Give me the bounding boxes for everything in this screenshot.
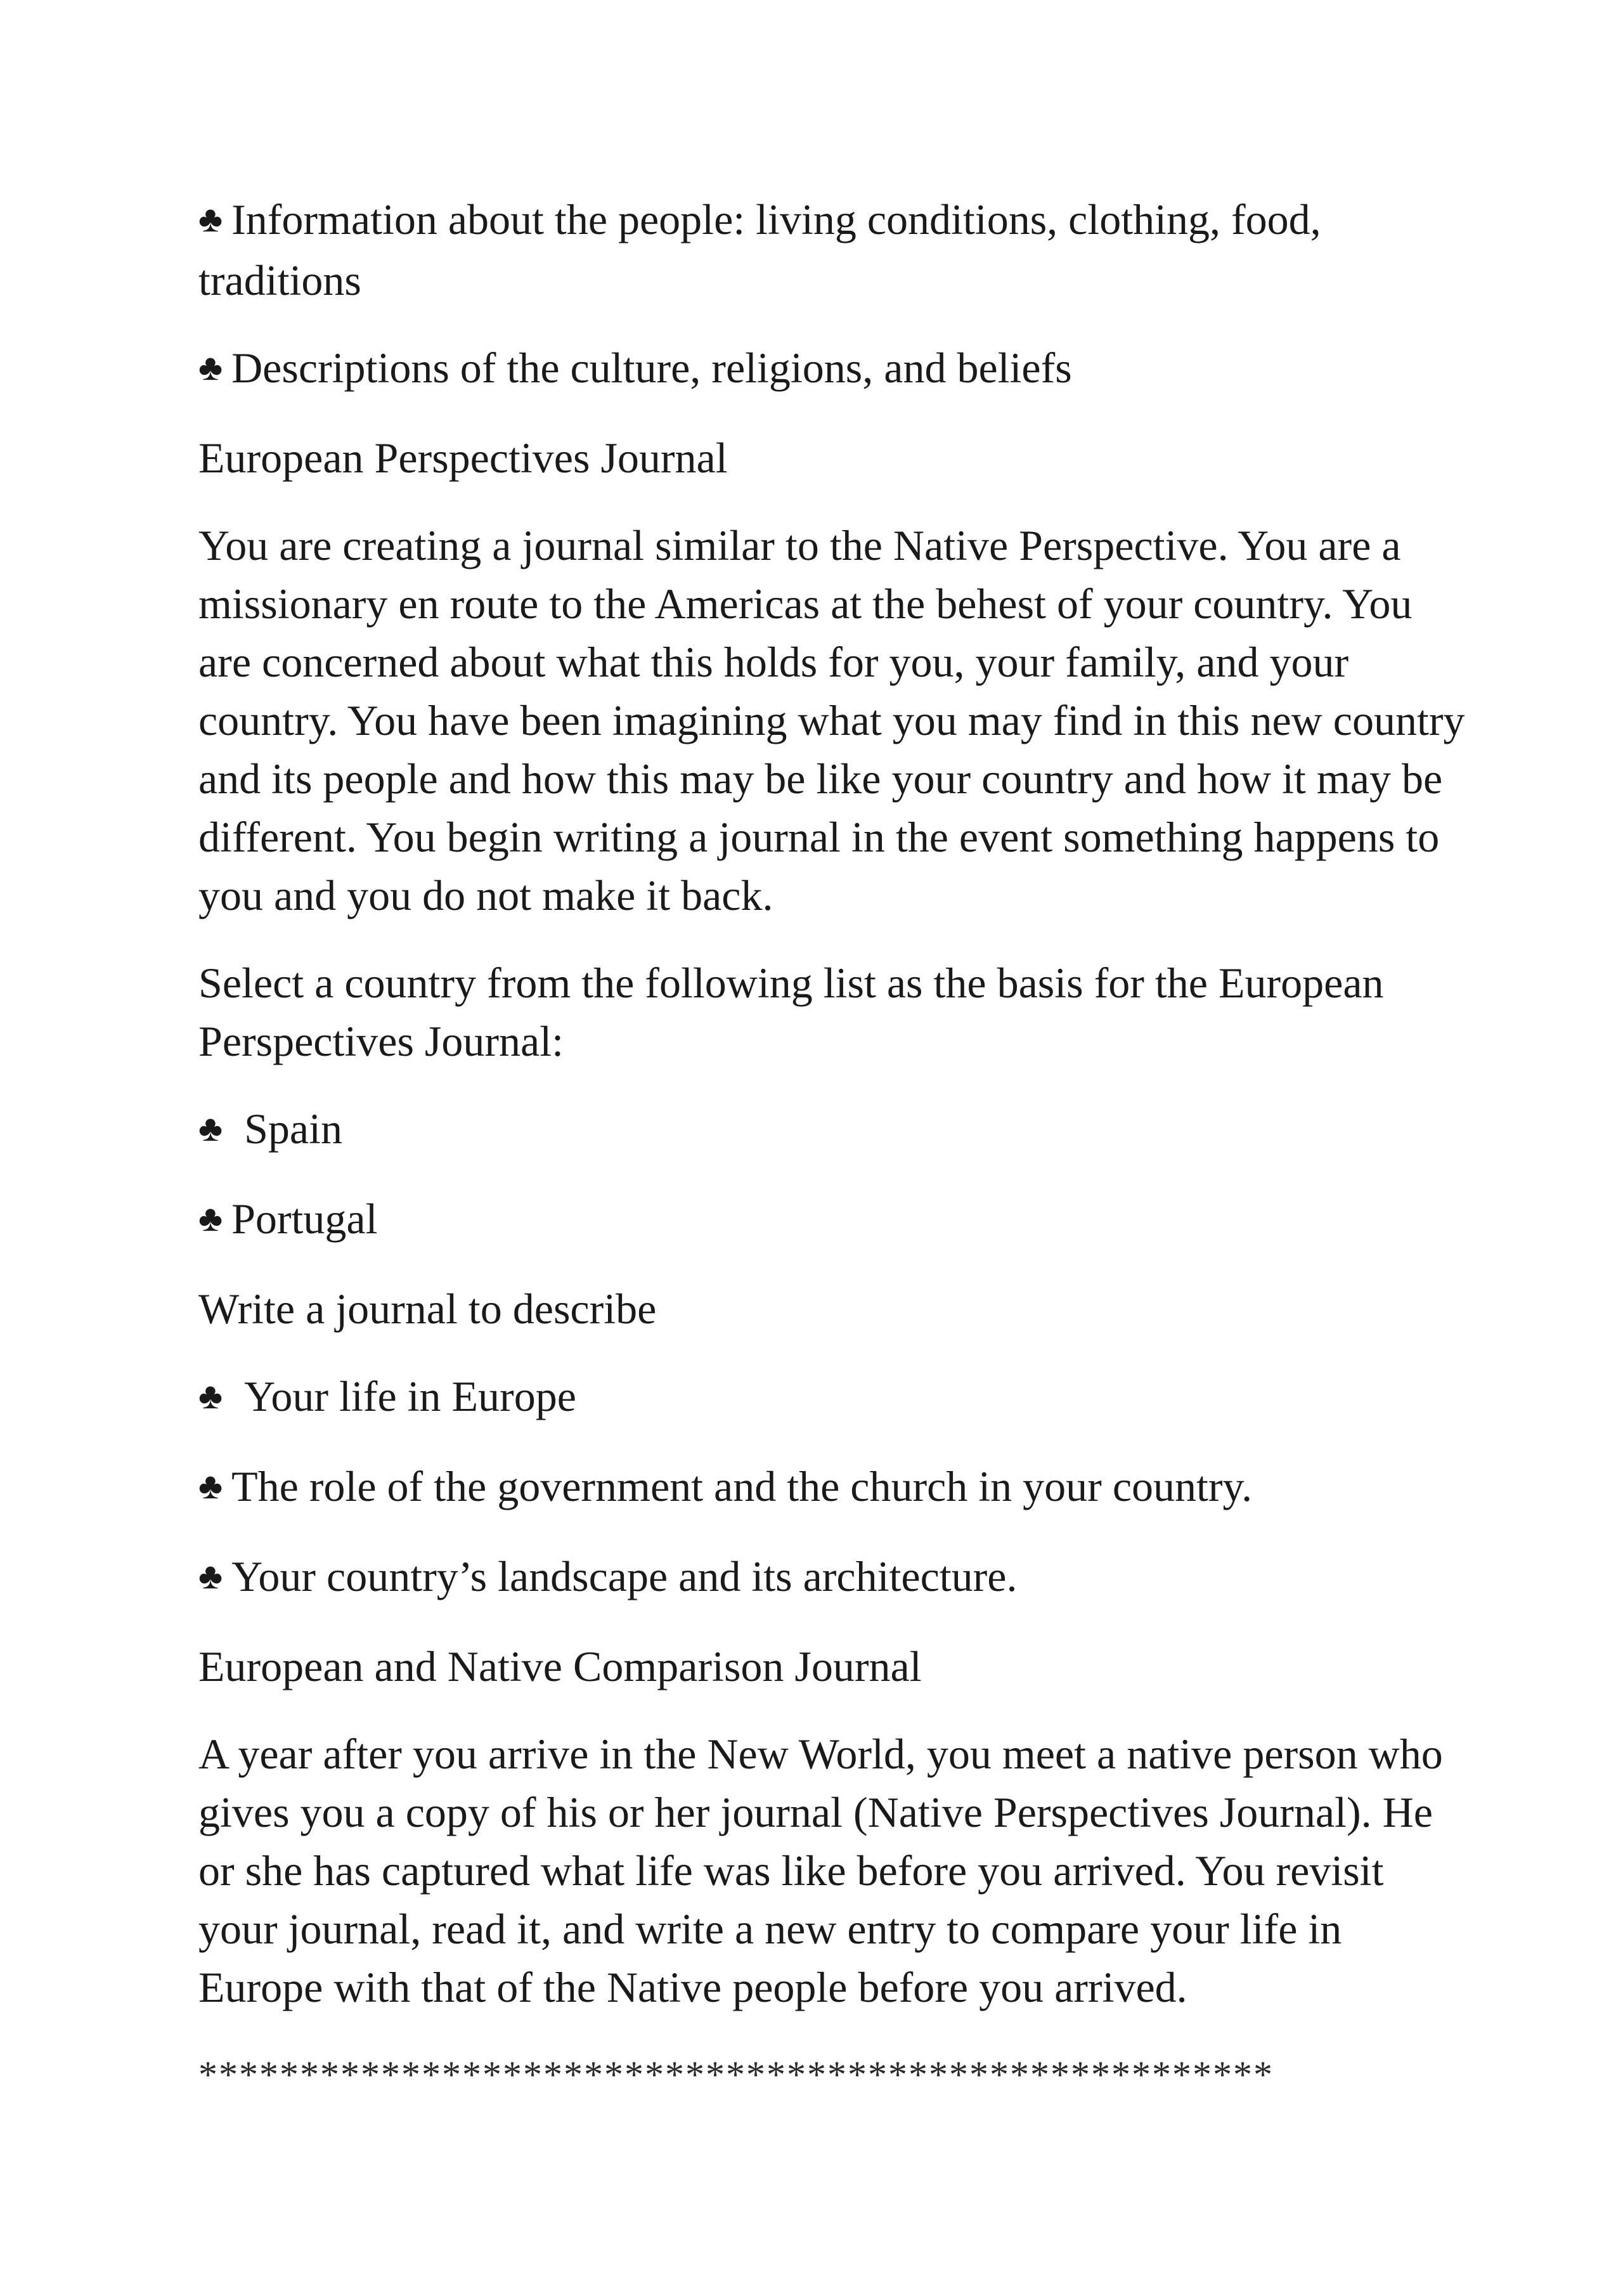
describe-item-government: [198, 1457, 1466, 1518]
bullet-item-culture: [198, 339, 1466, 399]
describe-item-life: [198, 1367, 1466, 1428]
describe-text: Your life in Europe: [244, 1372, 576, 1420]
country-item-spain: [198, 1099, 1466, 1160]
club-bullet-icon: ♣: [198, 198, 223, 240]
club-bullet-icon: ♣: [198, 1108, 223, 1149]
describe-prompt: Write a journal to describe: [198, 1285, 657, 1333]
describe-item-landscape: [198, 1547, 1466, 1608]
club-bullet-icon: ♣: [198, 347, 223, 388]
club-bullet-icon: ♣: [198, 1375, 223, 1417]
country-select-prompt: Select a country from the following list as the basis for the European Perspectives Journal:: [198, 959, 1384, 1065]
describe-text: The role of the government and the church in your country.: [231, 1462, 1253, 1510]
bullet-text: Information about the people: living conditions, clothing, food, traditions: [198, 195, 1321, 304]
country-label: Spain: [244, 1105, 342, 1153]
club-bullet-icon: ♣: [198, 1555, 223, 1597]
document-body: [198, 190, 1466, 2104]
club-bullet-icon: ♣: [198, 1465, 223, 1507]
european-section-intro: You are creating a journal similar to the Native Perspective. You are a missionary en route to the Americas at the behest of your country. You are concerned about what this holds for you, your family, and your country. You have been imagining what you may find in this new country and its people and how this may be like your country and how it may be different. You begin writing a journal in the event something happens to you and you do not make it back.: [198, 521, 1465, 919]
european-section-heading: European Perspectives Journal: [198, 434, 728, 482]
country-label: Portugal: [231, 1195, 378, 1243]
comparison-section-text: A year after you arrive in the New World, you meet a native person who gives you a copy of his or her journal (Native Perspectives Journal). He or she has captured what life was like before you arrived. You revisit your journal, read it, and write a new entry to compare your life in Europe with that of the Native people before you arrived.: [198, 1730, 1443, 2011]
club-bullet-icon: ♣: [198, 1198, 223, 1239]
country-item-portugal: [198, 1190, 1466, 1250]
bullet-text: Descriptions of the culture, religions, and beliefs: [231, 344, 1072, 392]
bullet-item-people-info: [198, 190, 1466, 309]
comparison-section-heading: European and Native Comparison Journal: [198, 1642, 922, 1690]
describe-text: Your country’s landscape and its architecture.: [231, 1552, 1018, 1600]
separator-asterisks: *****************************************************: [198, 2054, 1274, 2096]
